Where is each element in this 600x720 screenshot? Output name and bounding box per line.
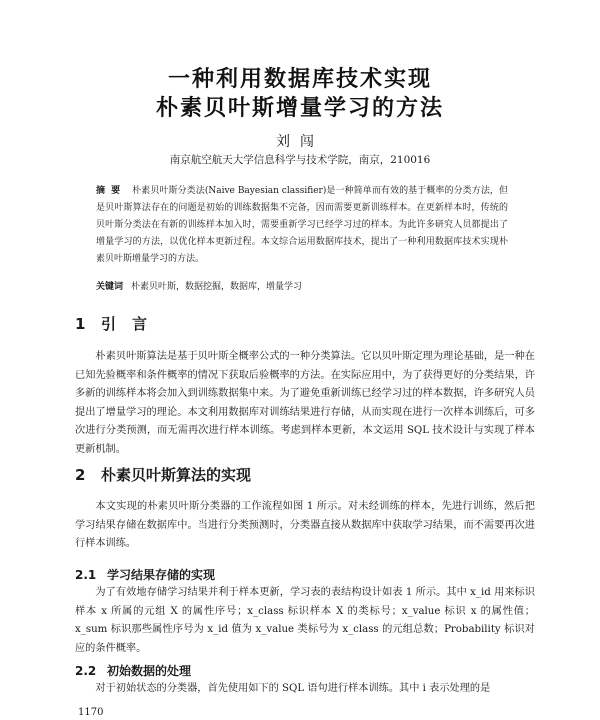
paper-title-line1: 一种利用数据库技术实现 bbox=[167, 67, 432, 92]
subsection-title: 学习结果存储的实现 bbox=[107, 568, 216, 582]
section-number: 2 bbox=[75, 466, 86, 484]
subsection-heading-storage bbox=[75, 566, 215, 583]
section-title: 引言 bbox=[101, 315, 164, 333]
section2-paragraph: 本文实现的朴素贝叶斯分类器的工作流程如图 1 所示。对未经训练的样本，先进行训练，然后把学习结果存储在数据库中。当进行分类预测时，分类器直接从数据库中获取学习结果，而不需要再次进行样本训练。 bbox=[75, 501, 535, 549]
section-title: 朴素贝叶斯算法的实现 bbox=[101, 466, 252, 484]
keywords-label: 关键词 bbox=[96, 282, 124, 292]
subsection-heading-initial-data bbox=[75, 662, 191, 679]
subsection21-paragraph: 为了有效地存储学习结果并利于样本更新，学习表的表结构设计如表 1 所示。其中 x_id 用来标识样本 x 所属的元组 X 的属性序号；x_class 标识样本 X 的类标号；x_value 标识 x 的属性值；x_sum 标识那些属性序号为 x_id 值为 x_value 类标号为 x_class 的元组总数；Probability 标识对应的条件概率。 bbox=[75, 587, 535, 654]
author-affiliation: 南京航空航天大学信息科学与技术学院，南京，210016 bbox=[169, 154, 431, 166]
abstract-label: 摘要 bbox=[96, 186, 127, 196]
keywords bbox=[96, 280, 508, 294]
abstract bbox=[96, 183, 508, 268]
abstract-text: 朴素贝叶斯分类法(Naive Bayesian classifier)是一种简单而有效的基于概率的分类方法，但是贝叶斯算法存在的问题是初始的训练数据集不完备，因而需要更新训练样本。在更新样本时，传统的贝叶斯分类法在有新的训练样本加入时，需要重新学习已经学习过的样本。为此许多研究人员都提出了增量学习的方法，以优化样本更新过程。本文综合运用数据库技术，提出了一种利用数据库技术实现朴素贝叶斯增量学习的方法。 bbox=[96, 186, 508, 264]
page-number: 1170 bbox=[78, 707, 104, 718]
section-number: 1 bbox=[75, 315, 86, 333]
subsection-number: 2.2 bbox=[75, 664, 97, 678]
subsection-title: 初始数据的处理 bbox=[107, 664, 192, 678]
intro-paragraph: 朴素贝叶斯算法是基于贝叶斯全概率公式的一种分类算法。它以贝叶斯定理为理论基础，是一种在已知先验概率和条件概率的情况下获取后验概率的方法。在实际应用中，为了获得更好的分类结果，许多新的训练样本将会加入到训练数据集中来。为了避免重新训练已经学习过的样本数据，许多研究人员提出了增量学习的理论。本文利用数据库对训练结果进行存储，从而实现在进行一次样本训练后，可多次进行分类预测，而无需再次进行样本训练。考虑到样本更新，本文运用 SQL 技术设计与实现了样本更新机制。 bbox=[75, 351, 535, 455]
keywords-text: 朴素贝叶斯，数据挖掘，数据库，增量学习 bbox=[131, 282, 303, 292]
section-heading-intro bbox=[75, 313, 163, 334]
author-name: 刘闯 bbox=[276, 134, 324, 150]
subsection-number: 2.1 bbox=[75, 568, 97, 582]
paper-title-line2: 朴素贝叶斯增量学习的方法 bbox=[155, 96, 444, 121]
subsection22-paragraph: 对于初始状态的分类器，首先使用如下的 SQL 语句进行样本训练。其中 i 表示处理的是 bbox=[95, 683, 491, 694]
section-heading-naive-bayes bbox=[75, 464, 251, 485]
